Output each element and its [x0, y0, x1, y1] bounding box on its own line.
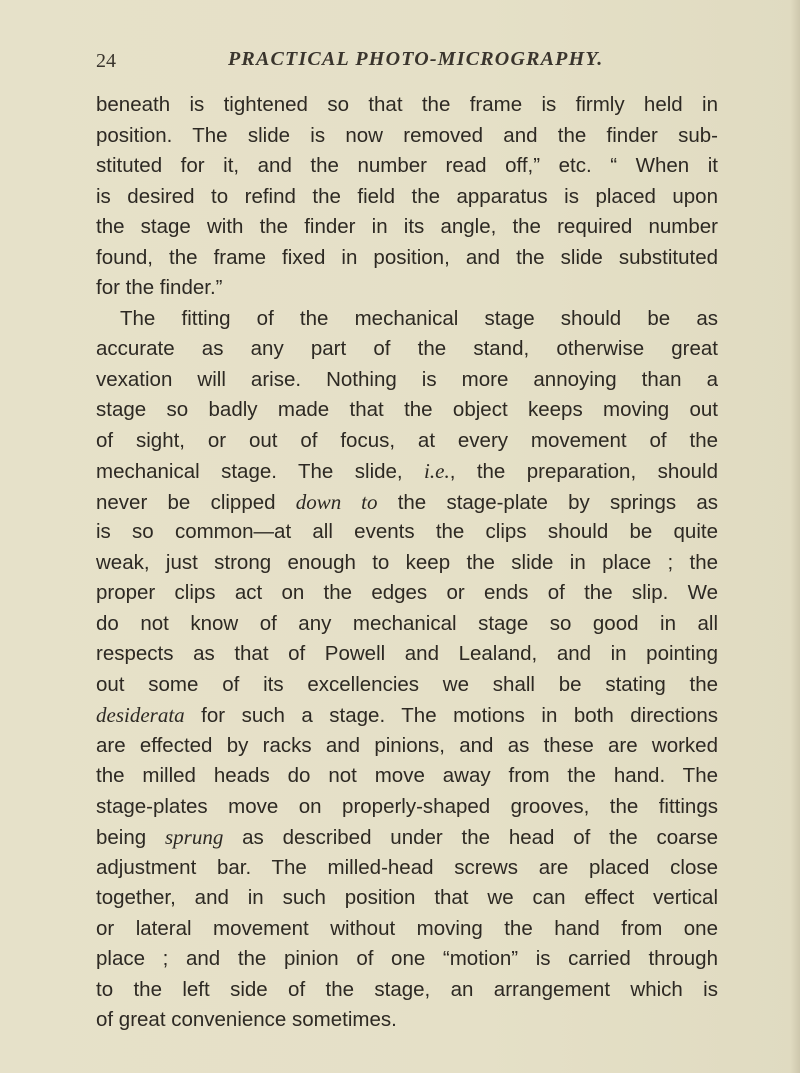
text-line: proper clips act on the edges or ends of the slip. We — [96, 581, 718, 604]
text-line: of great convenience sometimes. — [96, 1008, 397, 1031]
text-line: The fitting of the mechanical stage should be as — [120, 306, 718, 330]
italic-text: i.e. — [424, 459, 450, 483]
text-line: stage so badly made that the object keeps moving out — [96, 398, 718, 421]
text-line: stage-plates move on properly-shaped grooves, the fittings — [96, 794, 718, 818]
text-line: respects as that of Powell and Lealand, and in pointing — [96, 642, 718, 665]
page-number: 24 — [96, 50, 116, 72]
text-line: weak, just strong enough to keep the slide in place ; the — [96, 550, 718, 574]
italic-text: down to — [295, 489, 378, 514]
text-line: for the finder.” — [96, 276, 223, 299]
text-line: mechanical stage. The slide, i.e., the preparation, should — [96, 459, 718, 483]
text-line: being sprung as described under the head of the coarse — [96, 825, 718, 849]
text-line: vexation will arise. Nothing is more annoying than a — [96, 367, 718, 391]
text-line: adjustment bar. The milled-head screws are placed close — [96, 855, 718, 879]
text-line: place ; and the pinion of one “motion” is carried through — [96, 947, 718, 970]
body-text — [96, 90, 718, 1036]
text-line: never be clipped down to the stage-plate by springs as — [96, 489, 719, 514]
italic-text: desiderata — [96, 703, 185, 727]
text-line: or lateral movement without moving the hand from one — [96, 916, 718, 940]
text-line: desiderata for such a stage. The motions in both directions — [96, 703, 718, 727]
italic-text: sprung — [164, 825, 224, 849]
text-line: the milled heads do not move away from the hand. The — [96, 764, 718, 787]
text-line: are effected by racks and pinions, and as these are worked — [96, 733, 718, 757]
text-line: to the left side of the stage, an arrangement which is — [96, 977, 718, 1001]
text-line: the stage with the finder in its angle, the required number — [96, 215, 718, 238]
text-line: out some of its excellencies we shall be stating the — [96, 672, 718, 696]
page-header — [96, 50, 716, 78]
text-line: position. The slide is now removed and the finder sub- — [96, 123, 718, 147]
text-line: together, and in such position that we can effect vertical — [96, 886, 718, 909]
text-line: stituted for it, and the number read off,” etc. “ When it — [96, 154, 718, 177]
text-line: of sight, or out of focus, at every movement of the — [96, 428, 718, 452]
page-edge-shadow — [790, 0, 800, 1073]
text-line: do not know of any mechanical stage so good in all — [96, 611, 718, 635]
text-line: is desired to refind the field the apparatus is placed upon — [96, 184, 718, 208]
text-line: beneath is tightened so that the frame is firmly held in — [96, 93, 718, 116]
text-line: accurate as any part of the stand, otherwise great — [96, 337, 718, 360]
text-line: is so common—at all events the clips should be quite — [96, 520, 718, 543]
running-head: PRACTICAL PHOTO-MICROGRAPHY. — [228, 48, 604, 70]
text-line: found, the frame fixed in position, and the slide substituted — [96, 245, 718, 269]
